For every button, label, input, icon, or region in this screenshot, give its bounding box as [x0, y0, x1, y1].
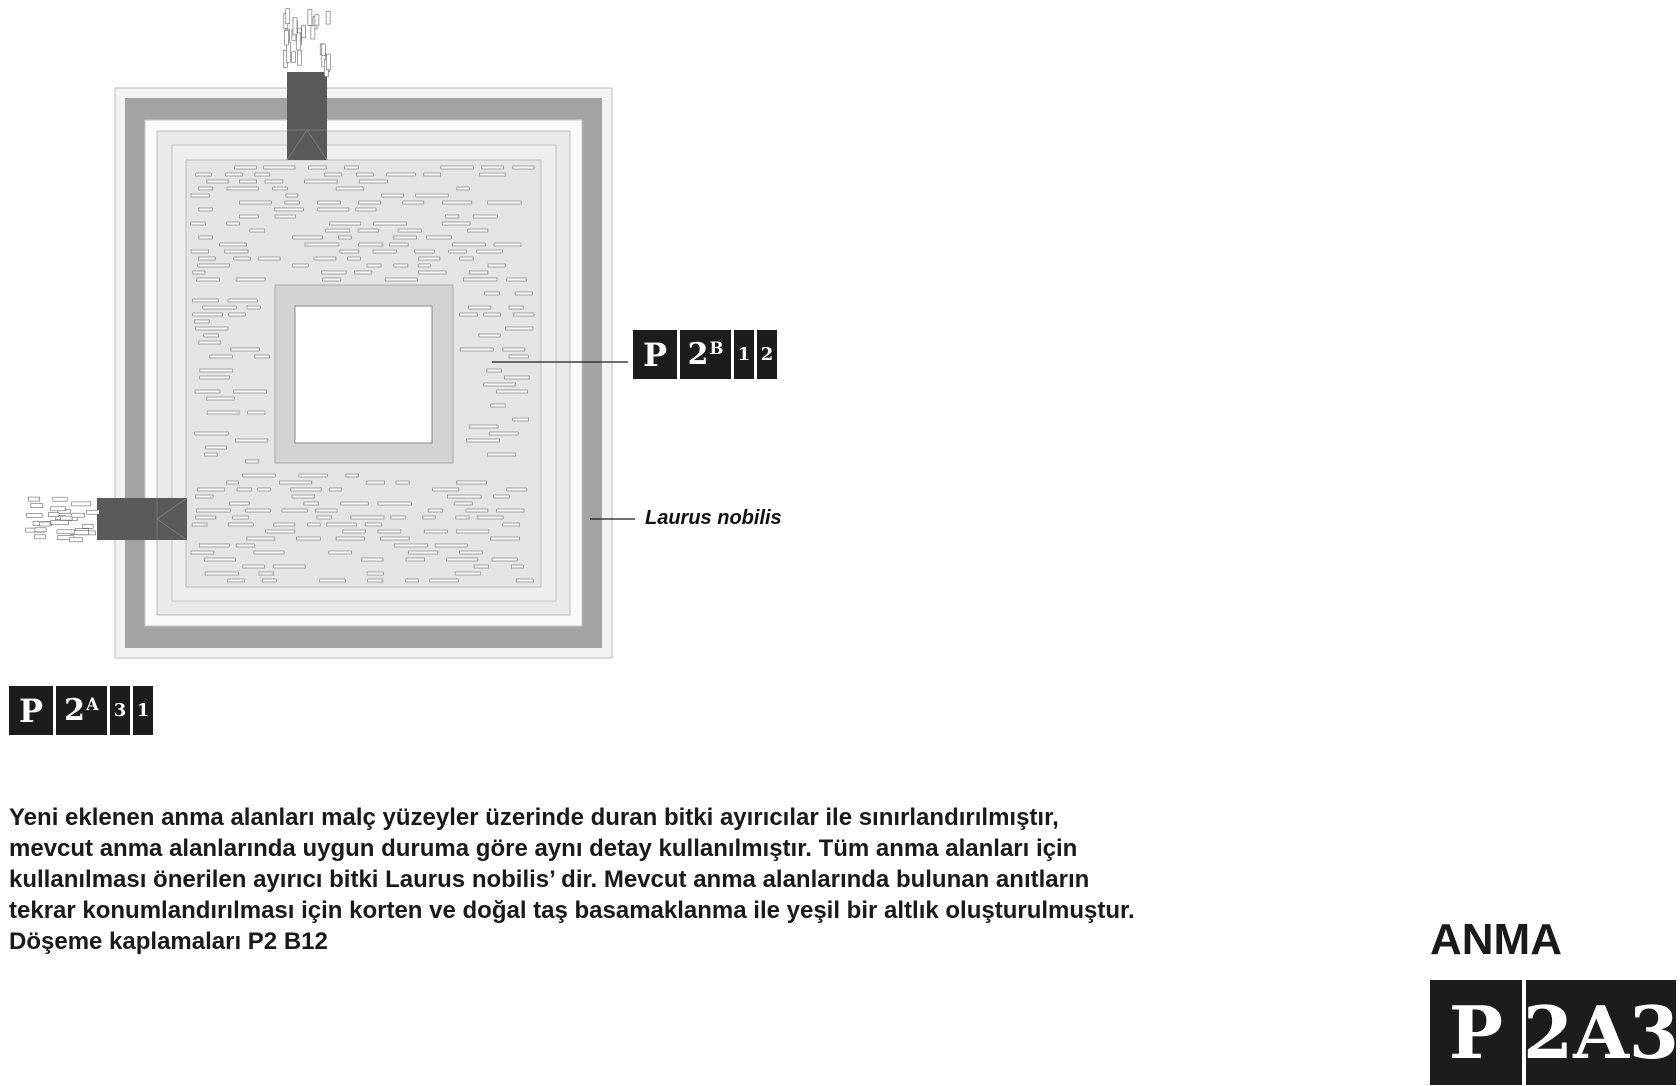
paver-stone [409, 551, 438, 554]
paver-stone [193, 271, 205, 274]
paver-stone [345, 166, 359, 169]
paver-stone [325, 173, 342, 176]
left-entrance-path [97, 498, 187, 540]
paver-stone [197, 509, 231, 512]
paver-stone [258, 257, 280, 260]
paver-stone [274, 208, 303, 211]
entrance-stone [51, 507, 66, 511]
paver-stone [308, 166, 326, 169]
paver-stone [387, 173, 416, 176]
entrance-stone [321, 44, 325, 56]
paver-stone [322, 271, 346, 274]
paver-stone [489, 432, 518, 435]
entrance-stone [61, 516, 73, 520]
paver-stone [418, 264, 430, 267]
paving-tag-p2a31 [9, 686, 153, 735]
paver-stone [463, 278, 497, 281]
paver-stone [204, 558, 235, 561]
paver-stone [456, 481, 486, 484]
description-line: Yeni eklenen anma alanları malç yüzeyler üzerinde duran bitki ayırıcılar ile sınırlandırılmıştır, [9, 804, 1059, 831]
paver-stone [393, 236, 417, 239]
paver-stone [460, 257, 474, 260]
paver-stone [247, 537, 275, 540]
paver-stone [275, 215, 296, 218]
entrance-stone [326, 11, 330, 24]
paver-stone [314, 257, 336, 260]
entrance-stone [308, 9, 312, 25]
paver-stone [433, 488, 459, 491]
paver-stone [264, 166, 295, 169]
tag-digit-2: 1 [133, 686, 153, 735]
paver-stone [259, 572, 274, 575]
paver-stone [317, 516, 332, 519]
paver-stone [199, 208, 213, 211]
paver-stone [389, 243, 408, 246]
paver-stone [235, 439, 268, 442]
paver-stone [479, 334, 500, 337]
paver-stone [484, 383, 516, 386]
paver-stone [227, 187, 258, 190]
paver-stone [513, 313, 534, 316]
paver-stone [282, 509, 307, 512]
paver-stone [496, 390, 527, 393]
entrance-stone [87, 510, 100, 514]
paver-stone [192, 523, 207, 526]
paver-stone [453, 243, 486, 246]
paver-stone [292, 495, 315, 498]
paver-stone [457, 187, 470, 190]
paver-stone [285, 201, 300, 204]
paver-stone [477, 250, 503, 253]
paving-tag-p2b12 [633, 330, 777, 379]
paver-stone [239, 201, 271, 204]
paver-stone [273, 565, 305, 568]
paver-stone [466, 439, 499, 442]
paver-stone [226, 481, 238, 484]
paver-stone [394, 264, 408, 267]
paver-stone [469, 425, 498, 428]
paver-stone [199, 544, 229, 547]
paver-stone [293, 264, 309, 267]
paver-stone [198, 257, 215, 260]
paver-stone [446, 558, 477, 561]
paver-stone [193, 313, 223, 316]
section-code-letter: P [1430, 980, 1522, 1085]
description-text [9, 802, 1269, 957]
paver-stone [198, 264, 230, 267]
paver-stone [200, 369, 233, 372]
paver-stone [359, 201, 381, 204]
paver-stone [378, 502, 412, 505]
entrance-stone [70, 538, 83, 542]
paver-stone [200, 376, 230, 379]
paver-stone [416, 194, 449, 197]
paver-stone [237, 488, 252, 491]
paver-stone [460, 313, 478, 316]
paver-stone [356, 173, 373, 176]
paver-stone [246, 509, 271, 512]
paver-stone [365, 523, 382, 526]
paver-stone [469, 271, 488, 274]
paver-stone [199, 236, 213, 239]
paver-stone [504, 376, 529, 379]
paver-stone [427, 236, 452, 239]
paver-stone [480, 173, 506, 176]
entrance-stone [302, 25, 306, 38]
paver-stone [299, 474, 327, 477]
paver-stone [406, 558, 425, 561]
paver-stone [194, 320, 209, 323]
entrance-stone [35, 535, 46, 539]
paver-stone [469, 306, 491, 309]
paver-stone [456, 516, 469, 519]
paver-stone [340, 250, 359, 253]
paver-stone [492, 558, 517, 561]
entrance-stone [83, 524, 93, 528]
paver-stone [304, 180, 337, 183]
paver-stone [505, 327, 533, 330]
paver-stone [358, 229, 379, 232]
paver-stone [254, 551, 284, 554]
paver-stone [196, 173, 212, 176]
paver-stone [274, 523, 295, 526]
paver-stone [382, 194, 404, 197]
paver-stone [460, 348, 493, 351]
paver-stone [380, 537, 409, 540]
paver-stone [449, 250, 467, 253]
paver-stone [327, 523, 357, 526]
paver-stone [205, 572, 239, 575]
tag-digit-2: 2 [757, 330, 777, 379]
paver-stone [441, 166, 474, 169]
paver-stone [220, 243, 247, 246]
paver-stone [442, 222, 470, 225]
paver-stone [255, 355, 270, 358]
paver-stone [262, 579, 276, 582]
tag-letter: P [633, 330, 677, 379]
paver-stone [430, 579, 459, 582]
paver-stone [482, 166, 504, 169]
paver-stone [304, 502, 319, 505]
paver-stone [513, 166, 534, 169]
paver-stone [198, 341, 220, 344]
paver-stone [239, 180, 256, 183]
paver-stone [503, 523, 520, 526]
paver-stone [454, 502, 472, 505]
paver-stone [486, 369, 501, 372]
paver-stone [336, 537, 365, 540]
entrance-stone [40, 522, 50, 526]
paver-stone [477, 516, 503, 519]
paver-stone [368, 579, 383, 582]
plant-label: Laurus nobilis [645, 507, 782, 529]
paver-stone [318, 201, 341, 204]
paver-stone [196, 327, 229, 330]
paver-stone [205, 453, 218, 456]
left-entrance-stones [26, 497, 100, 542]
entrance-stone [311, 26, 315, 40]
paver-stone [484, 292, 499, 295]
paver-stone [234, 390, 267, 393]
paver-stone [507, 278, 527, 281]
paver-stone [196, 516, 216, 519]
paver-stone [198, 488, 225, 491]
paver-stone [322, 278, 341, 281]
paver-stone [329, 222, 361, 225]
paver-stone [396, 481, 409, 484]
entrance-stone [292, 52, 296, 62]
paver-stone [233, 516, 249, 519]
paver-stone [474, 565, 488, 568]
paver-stone [315, 509, 337, 512]
paver-stone [511, 565, 523, 568]
paver-stone [195, 432, 229, 435]
entrance-stone [53, 497, 67, 501]
paver-stone [227, 222, 240, 225]
paver-stone [502, 348, 525, 351]
paver-stone [338, 236, 351, 239]
entrance-stone [27, 513, 42, 517]
paver-stone [378, 530, 401, 533]
paver-stone [195, 390, 220, 393]
paver-stone [488, 453, 516, 456]
paver-stone [206, 397, 234, 400]
paver-stone [367, 572, 383, 575]
entrance-stone [48, 513, 59, 517]
section-title: ANMA [1430, 915, 1562, 964]
paver-stone [193, 299, 219, 302]
entrance-stone [57, 530, 74, 534]
paver-stone [234, 257, 250, 260]
paver-stone [358, 243, 383, 246]
paver-stone [227, 579, 244, 582]
paver-stone [236, 544, 255, 547]
tag-letter: P [9, 686, 53, 735]
paver-stone [336, 187, 364, 190]
paver-stone [326, 229, 350, 232]
paver-stone [318, 208, 349, 211]
paver-stone [466, 509, 488, 512]
paver-stone [329, 551, 352, 554]
paver-stone [484, 313, 501, 316]
entrance-stone [297, 50, 301, 65]
paver-stone [350, 516, 384, 519]
paver-stone [394, 544, 427, 547]
top-entrance-stones [284, 9, 331, 77]
paver-stone [248, 411, 265, 414]
paver-stone [488, 264, 505, 267]
paver-stone [422, 516, 435, 519]
paver-stone [361, 558, 383, 561]
paver-stone [488, 201, 522, 204]
paver-stone [385, 278, 417, 281]
paver-stone [191, 194, 209, 197]
paver-stone [247, 306, 260, 309]
paver-stone [210, 355, 233, 358]
tag-digit-1: 3 [110, 686, 130, 735]
section-code-number: 2A3 [1526, 980, 1676, 1085]
paver-stone [507, 488, 527, 491]
entrance-stone [297, 33, 301, 50]
paver-stone [424, 173, 441, 176]
paver-stone [509, 355, 528, 358]
paver-stone [403, 201, 424, 204]
paver-stone [228, 299, 257, 302]
paver-stone [205, 446, 226, 449]
description-line: kullanılması önerilen ayırıcı bitki Laurus nobilis’ dir. Mevcut anma alanlarında bulunan anıtların [9, 866, 1090, 893]
paver-stone [229, 502, 249, 505]
paver-stone [207, 180, 229, 183]
paver-stone [191, 551, 214, 554]
paver-stone [235, 166, 257, 169]
paver-stone [473, 215, 497, 218]
paver-stone [460, 551, 483, 554]
paver-stone [266, 530, 295, 533]
paver-stone [191, 222, 206, 225]
paver-stone [203, 306, 237, 309]
paver-stone [356, 208, 376, 211]
paver-stone [305, 243, 339, 246]
entrance-stone [293, 18, 297, 35]
entrance-stone [72, 502, 91, 506]
paver-stone [391, 516, 406, 519]
paver-stone [258, 488, 271, 491]
paver-stone [497, 509, 524, 512]
paver-stone [468, 229, 488, 232]
paver-stone [341, 502, 368, 505]
top-entrance-path [287, 72, 327, 160]
entrance-stone [28, 497, 39, 501]
paver-stone [366, 481, 385, 484]
paver-stone [250, 229, 265, 232]
paver-stone [447, 495, 481, 498]
tag-digit-1: 1 [734, 330, 754, 379]
description-line: mevcut anma alanlarında uygun duruma göre aynı detay kullanılmıştır. Tüm anma alanları için [9, 835, 1078, 862]
entrance-stone [72, 513, 85, 517]
paver-stone [373, 250, 396, 253]
paver-stone [398, 229, 422, 232]
entrance-stone [35, 528, 46, 532]
paver-stone [346, 474, 359, 477]
entrance-stone [31, 504, 43, 508]
paver-stone [291, 488, 322, 491]
monument-top [295, 306, 432, 443]
paver-stone [204, 334, 219, 337]
paver-stone [490, 537, 519, 540]
paver-stone [494, 495, 510, 498]
paver-stone [494, 243, 521, 246]
entrance-stone [285, 31, 289, 46]
paver-stone [236, 278, 265, 281]
paver-stone [455, 572, 481, 575]
paver-stone [343, 530, 366, 533]
entrance-stone [51, 521, 69, 525]
paver-stone [293, 236, 323, 239]
paver-stone [428, 509, 443, 512]
paver-stone [446, 215, 459, 218]
description-line: Döşeme kaplamaları P2 B12 [9, 928, 328, 955]
paver-stone [424, 530, 447, 533]
paver-stone [308, 523, 320, 526]
paver-stone [415, 250, 435, 253]
tag-main: 2 $^B$ [680, 330, 731, 379]
paver-stone [329, 488, 342, 491]
paver-stone [348, 257, 361, 260]
paver-stone [367, 264, 381, 267]
paver-stone [320, 579, 346, 582]
paver-stone [354, 271, 372, 274]
paver-stone [515, 292, 533, 295]
tag-main: 2 $^A$ [56, 686, 107, 735]
paver-stone [228, 523, 253, 526]
paver-stone [296, 537, 320, 540]
entrance-stone [315, 15, 319, 25]
paver-stone [419, 271, 447, 274]
paver-stone [273, 187, 288, 190]
section-code [1430, 980, 1680, 1085]
paver-stone [191, 250, 209, 253]
paver-stone [443, 201, 472, 204]
paver-stone [406, 579, 419, 582]
paver-stone [516, 579, 533, 582]
paver-stone [279, 481, 312, 484]
paver-stone [229, 313, 246, 316]
paver-stone [231, 348, 260, 351]
paver-stone [255, 173, 270, 176]
paver-stone [491, 404, 505, 407]
paver-stone [286, 194, 298, 197]
paver-stone [207, 411, 239, 414]
paver-stone [509, 306, 523, 309]
paver-stone [225, 173, 242, 176]
paver-stone [456, 530, 489, 533]
paver-stone [195, 495, 213, 498]
paver-stone [197, 278, 220, 281]
paver-stone [419, 257, 440, 260]
paver-stone [224, 250, 248, 253]
paver-stone [435, 544, 467, 547]
paver-stone [245, 460, 258, 463]
paver-stone [359, 180, 387, 183]
entrance-stone [326, 54, 330, 70]
paver-stone [243, 474, 276, 477]
paver-stone [199, 187, 213, 190]
paver-stone [265, 180, 283, 183]
paver-stone [240, 215, 259, 218]
paver-stone [243, 565, 264, 568]
paver-stone [513, 418, 529, 421]
description-line: tekrar konumlandırılması için korten ve doğal taş basamaklanma ile yeşil bir altlık oluşturulmuştur. [9, 897, 1135, 924]
paver-stone [374, 222, 407, 225]
entrance-stone [286, 9, 290, 24]
